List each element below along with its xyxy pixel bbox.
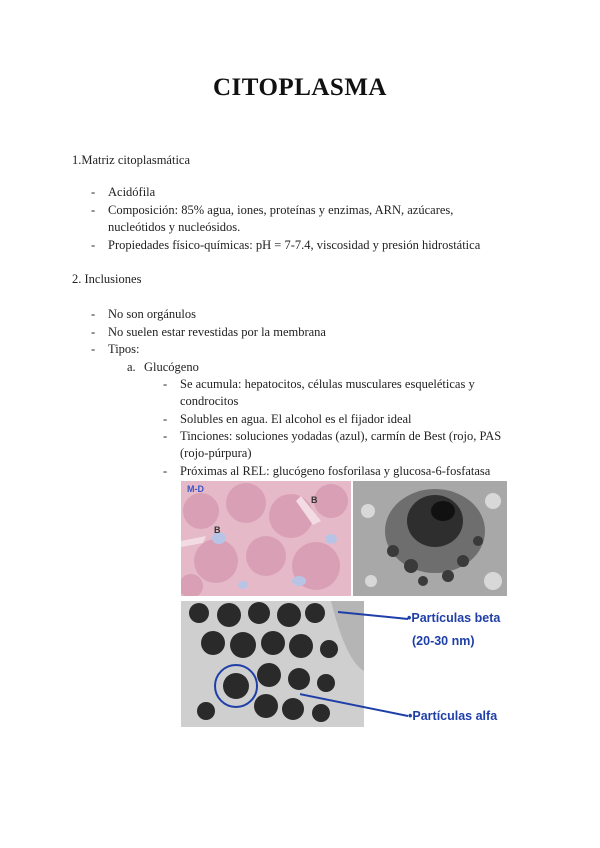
bullet-dash: - xyxy=(163,412,168,426)
bullet-dash: - xyxy=(91,342,96,356)
sub-list-item-continuation: (rojo-púrpura) xyxy=(180,446,252,460)
bullet-dash: - xyxy=(163,429,168,443)
label-particulas-beta: •Partículas beta xyxy=(407,611,501,625)
em-cell-micrograph xyxy=(353,481,507,596)
pas-label: M-D xyxy=(187,484,204,494)
sub-list-item-continuation: condrocitos xyxy=(180,394,239,408)
list-item: Composición: 85% agua, iones, proteínas y enzimas, ARN, azúcares, xyxy=(108,203,454,217)
bullet-dash: - xyxy=(163,377,168,391)
arrow-beta xyxy=(338,612,408,619)
bullet-dash: - xyxy=(91,325,96,339)
label-particulas-alfa: •Partículas alfa xyxy=(408,709,498,723)
label-particle-size: (20-30 nm) xyxy=(412,634,475,648)
sub-list-item: Próximas al REL: glucógeno fosforilasa y glucosa-6-fosfatasa xyxy=(180,464,491,478)
b-label-left: B xyxy=(214,525,221,535)
sub-list-item: Se acumula: hepatocitos, células musculares esqueléticas y xyxy=(180,377,475,391)
section-heading-inclusiones: 2. Inclusiones xyxy=(72,272,142,286)
bullet-dash: - xyxy=(163,464,168,478)
pas-stain-texture xyxy=(181,481,351,596)
list-item: No son orgánulos xyxy=(108,307,196,321)
sub-list-item: Tinciones: soluciones yodadas (azul), carmín de Best (rojo, PAS xyxy=(180,429,502,443)
list-item: Tipos: xyxy=(108,342,140,356)
arrow-alfa xyxy=(300,686,408,716)
section-heading-matriz: 1.Matriz citoplasmática xyxy=(72,153,191,167)
pas-stain-micrograph xyxy=(181,481,351,596)
subtype-heading: Glucógeno xyxy=(144,360,199,374)
bullet-dash: - xyxy=(91,307,96,321)
list-item: No suelen estar revestidas por la membrana xyxy=(108,325,326,339)
bullet-dash: - xyxy=(91,185,96,199)
list-item: Propiedades físico-químicas: pH = 7-7.4, viscosidad y presión hidrostática xyxy=(108,238,481,252)
sub-list-item: Solubles en agua. El alcohol es el fijador ideal xyxy=(180,412,412,426)
figure-arrows xyxy=(300,600,410,725)
em-cell-texture xyxy=(353,481,507,596)
subtype-marker: a. xyxy=(127,360,136,374)
b-label-top: B xyxy=(311,495,318,505)
list-item-continuation: nucleótidos y nucleósidos. xyxy=(108,220,241,234)
bullet-dash: - xyxy=(91,203,96,217)
page-title: CITOPLASMA xyxy=(212,74,387,101)
bullet-dash: - xyxy=(91,238,96,252)
list-item: Acidófila xyxy=(108,185,156,199)
